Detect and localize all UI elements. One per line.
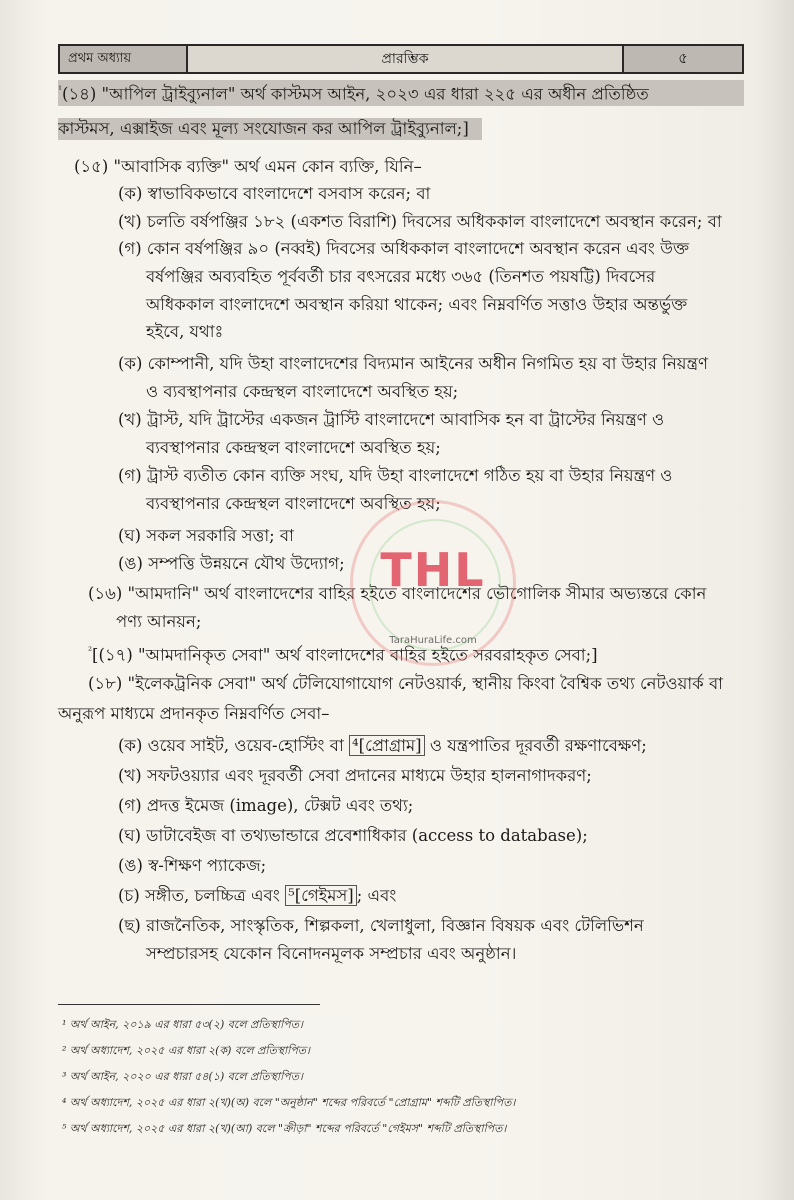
- footnote-ref: ²: [88, 646, 93, 657]
- clause-17: $^{^2}$[(১৭) "আমদানিকৃত সেবা" অর্থ বাংলাদেশের বাহির হইতে সরবরাহকৃত সেবা;]: [88, 645, 598, 665]
- clause-15-sub-c-line-1: (গ) ট্রাস্ট ব্যতীত কোন ব্যক্তি সংঘ, যদি উহা বাংলাদেশে গঠিত হয় বা উহার নিয়ন্ত্রণ ও: [118, 466, 673, 485]
- footnote-5: ⁵ অর্থ অধ্যাদেশ, ২০২৫ এর ধারা ২(খ)(আ) বলে "ক্রীড়া" শব্দের পরিবর্তে "গেইমস" শব্দটি প্রতিস্থাপিত।: [62, 1122, 507, 1135]
- clause-14-line-1: $^{^1}$(১৪) "আপিল ট্রাইব্যুনাল" অর্থ কাস্টমস আইন, ২০২৩ এর ধারা ২২৫ এর অধীন প্রতিষ্ঠিত: [58, 80, 744, 106]
- clause-15-sub-e: (ঙ) সম্পত্তি উন্নয়নে যৌথ উদ্যোগ;: [118, 554, 345, 573]
- clause-16-line-2: পণ্য আনয়ন;: [116, 612, 202, 631]
- clause-14-line-2: কাস্টমস, এক্সাইজ এবং মূল্য সংযোজন কর আপিল ট্রাইব্যুনাল;]: [58, 118, 482, 140]
- amended-term-box: ⁵[গেইমস]: [285, 885, 357, 906]
- binding-shadow: [754, 0, 794, 1200]
- clause-15-a: (ক) স্বাভাবিকভাবে বাংলাদেশে বসবাস করেন; বা: [118, 184, 431, 203]
- clause-18-c: (গ) প্রদত্ত ইমেজ (image), টেক্সট এবং তথ্য;: [118, 796, 414, 815]
- watermark-seal: [350, 500, 516, 666]
- clause-15-intro: (১৫) "আবাসিক ব্যক্তি" অর্থ এমন কোন ব্যক্তি, যিনি–: [74, 157, 422, 176]
- clause-18-g-line-1: (ছ) রাজনৈতিক, সাংস্কৃতিক, শিল্পকলা, খেলাধুলা, বিজ্ঞান বিষয়ক এবং টেলিভিশন: [118, 916, 644, 935]
- clause-15-sub-d: (ঘ) সকল সরকারি সত্তা; বা: [118, 526, 294, 545]
- clause-15-c-line-2: বর্ষপঞ্জির অব্যবহিত পূর্ববর্তী চার বৎসরের মধ্যে ৩৬৫ (তিনশত পয়ষট্টি) দিবসের: [146, 267, 656, 286]
- amended-term-box: ⁴[প্রোগ্রাম]: [349, 735, 425, 756]
- clause-18-g-line-2: সম্প্রচারসহ যেকোন বিনোদনমূলক সম্প্রচার এবং অনুষ্ঠান।: [146, 944, 517, 963]
- clause-15-sub-b-line-1: (খ) ট্রাস্ট, যদি ট্রাস্টের একজন ট্রাস্টি বাংলাদেশে আবাসিক হন বা ট্রাস্টের নিয়ন্ত্রণ ও: [118, 410, 665, 429]
- clause-15-sub-a-line-2: ও ব্যবস্থাপনার কেন্দ্রস্থল বাংলাদেশে অবস্থিত হয়;: [146, 382, 459, 401]
- clause-15-sub-c-line-2: ব্যবস্থাপনার কেন্দ্রস্থল বাংলাদেশে অবস্থিত হয়;: [146, 494, 441, 513]
- clause-18-e: (ঙ) স্ব-শিক্ষণ প্যাকেজ;: [118, 856, 267, 875]
- clause-15-b: (খ) চলতি বর্ষপঞ্জির ১৮২ (একশত বিরাশি) দিবসের অধিককাল বাংলাদেশে অবস্থান করেন; বা: [118, 212, 722, 231]
- clause-18-d: (ঘ) ডাটাবেইজ বা তথ্যভান্ডারে প্রবেশাধিকার (access to database);: [118, 826, 588, 845]
- clause-15-sub-a-line-1: (ক) কোম্পানী, যদি উহা বাংলাদেশের বিদ্যমান আইনের অধীন নিগমিত হয় বা উহার নিয়ন্ত্রণ: [118, 354, 708, 373]
- footnote-3: ³ অর্থ আইন, ২০২০ এর ধারা ৫৪(১) বলে প্রতিস্থাপিত।: [62, 1070, 303, 1083]
- clause-18-a: (ক) ওয়েব সাইট, ওয়েব-হোস্টিং বা ⁴[প্রোগ্রাম] ও যন্ত্রপাতির দূরবর্তী রক্ষণাবেক্ষণ;: [118, 736, 647, 755]
- watermark-site: TaraHuraLife.com: [389, 635, 477, 646]
- section-title: প্রারম্ভিক: [188, 46, 622, 72]
- clause-18-b: (খ) সফটওয়্যার এবং দূরবর্তী সেবা প্রদানের মাধ্যমে উহার হালনাগাদকরণ;: [118, 766, 592, 785]
- clause-15-sub-b-line-2: ব্যবস্থাপনার কেন্দ্রস্থল বাংলাদেশে অবস্থিত হয়;: [146, 438, 441, 457]
- footnote-divider: [58, 1004, 320, 1005]
- page-number: ৫: [622, 46, 742, 72]
- clause-15-c-line-1: (গ) কোন বর্ষপঞ্জির ৯০ (নব্বই) দিবসের অধিককাল বাংলাদেশে অবস্থান করেন এবং উক্ত: [118, 239, 690, 258]
- footnote-2: ² অর্থ অধ্যাদেশ, ২০২৫ এর ধারা ২(ক) বলে প্রতিস্থাপিত।: [62, 1044, 310, 1057]
- clause-15-c-line-3: অধিককাল বাংলাদেশে অবস্থান করিয়া থাকেন; এবং নিম্নবর্ণিত সত্তাও উহার অন্তর্ভুক্ত: [146, 295, 688, 314]
- footnote-4: ⁴ অর্থ অধ্যাদেশ, ২০২৫ এর ধারা ২(খ)(অ) বলে "অনুষ্ঠান" শব্দের পরিবর্তে "প্রোগ্রাম" শব্দটি প্রতিস্থাপিত।: [62, 1096, 516, 1109]
- footnote-ref: ¹: [58, 85, 63, 96]
- clause-18-line-1: (১৮) "ইলেকট্রনিক সেবা" অর্থ টেলিযোগাযোগ নেটওয়ার্ক, স্থানীয় কিংবা বৈশ্বিক তথ্য নেটওয়ার্ক বা: [88, 674, 723, 693]
- clause-16-line-1: (১৬) "আমদানি" অর্থ বাংলাদেশের বাহির হইতে বাংলাদেশের ভৌগোলিক সীমার অভ্যন্তরে কোন: [88, 584, 707, 603]
- footnote-1: ¹ অর্থ আইন, ২০১৯ এর ধারা ৫৩(২) বলে প্রতিস্থাপিত।: [62, 1018, 303, 1031]
- watermark-logo: THL: [380, 543, 486, 597]
- page-header: [58, 44, 744, 74]
- clause-18-line-2: অনুরূপ মাধ্যমে প্রদানকৃত নিম্নবর্ণিত সেবা–: [58, 704, 330, 723]
- clause-15-c-line-4: হইবে, যথাঃ: [146, 322, 224, 341]
- clause-18-f: (চ) সঙ্গীত, চলচ্চিত্র এবং ⁵[গেইমস] ; এবং: [118, 886, 397, 905]
- chapter-label: প্রথম অধ্যায়: [60, 46, 188, 72]
